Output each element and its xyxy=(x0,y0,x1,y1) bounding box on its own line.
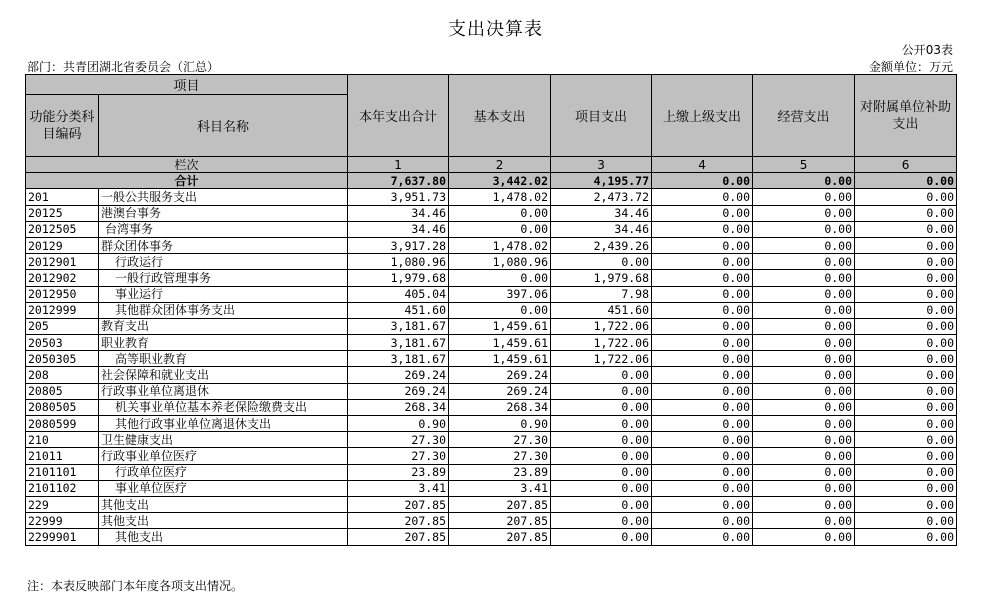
amount-cell: 0.00 xyxy=(652,221,753,237)
subject-name: 高等职业教育 xyxy=(99,351,348,367)
table-row xyxy=(26,221,957,237)
amount-cell: 1,459.61 xyxy=(449,335,551,351)
amount-cell: 1,722.06 xyxy=(551,335,652,351)
subject-name: 行政事业单位离退休 xyxy=(99,383,348,399)
amount-cell: 34.46 xyxy=(551,221,652,237)
amount-cell: 0.00 xyxy=(652,318,753,334)
amount-cell: 1,080.96 xyxy=(449,254,551,270)
amount-cell: 0.00 xyxy=(551,513,652,529)
amount-cell: 0.00 xyxy=(855,367,957,383)
header-remit-superior: 上缴上级支出 xyxy=(652,75,753,157)
subject-code: 20503 xyxy=(26,335,99,351)
amount-cell: 0.00 xyxy=(652,480,753,496)
amount-cell: 27.30 xyxy=(348,432,449,448)
lanci-number: 5 xyxy=(753,157,855,173)
amount-cell: 269.24 xyxy=(348,367,449,383)
amount-cell: 1,979.68 xyxy=(551,270,652,286)
amount-cell: 0.00 xyxy=(652,513,753,529)
total-row xyxy=(26,173,957,189)
amount-cell: 3,181.67 xyxy=(348,318,449,334)
amount-cell: 34.46 xyxy=(348,221,449,237)
amount-cell: 0.00 xyxy=(551,399,652,415)
footnote: 注：本表反映部门本年度各项支出情况。 xyxy=(27,579,244,593)
table-row xyxy=(26,318,957,334)
report-title: 支出决算表 xyxy=(448,19,543,40)
amount-cell: 7.98 xyxy=(551,286,652,302)
subject-code: 2012950 xyxy=(26,286,99,302)
subject-code: 201 xyxy=(26,189,99,205)
amount-cell: 23.89 xyxy=(348,464,449,480)
amount-cell: 0.00 xyxy=(855,448,957,464)
amount-cell: 0.00 xyxy=(753,318,855,334)
subject-code: 208 xyxy=(26,367,99,383)
amount-cell: 0.00 xyxy=(551,448,652,464)
table-row xyxy=(26,464,957,480)
amount-cell: 0.00 xyxy=(652,205,753,221)
subject-name: 机关事业单位基本养老保险缴费支出 xyxy=(99,399,348,415)
header-total-expense: 本年支出合计 xyxy=(348,75,449,157)
subject-name: 其他支出 xyxy=(99,513,348,529)
total-value: 0.00 xyxy=(753,173,855,189)
table-row xyxy=(26,416,957,432)
amount-cell: 268.34 xyxy=(449,399,551,415)
subject-code: 2012505 xyxy=(26,221,99,237)
amount-cell: 0.00 xyxy=(652,432,753,448)
amount-cell: 3,181.67 xyxy=(348,335,449,351)
amount-cell: 0.00 xyxy=(449,205,551,221)
amount-cell: 0.00 xyxy=(551,480,652,496)
subject-code: 210 xyxy=(26,432,99,448)
amount-cell: 2,473.72 xyxy=(551,189,652,205)
amount-cell: 0.00 xyxy=(652,383,753,399)
amount-cell: 3,181.67 xyxy=(348,351,449,367)
header-subsidy-affiliates: 对附属单位补助支出 xyxy=(855,75,957,157)
amount-cell: 0.00 xyxy=(652,302,753,318)
subject-name: 行政单位医疗 xyxy=(99,464,348,480)
subject-code: 21011 xyxy=(26,448,99,464)
amount-cell: 0.00 xyxy=(855,205,957,221)
amount-cell: 0.00 xyxy=(652,254,753,270)
amount-cell: 0.00 xyxy=(753,448,855,464)
subject-code: 205 xyxy=(26,318,99,334)
amount-cell: 0.00 xyxy=(753,302,855,318)
table-row xyxy=(26,432,957,448)
total-value: 4,195.77 xyxy=(551,173,652,189)
amount-cell: 0.00 xyxy=(855,189,957,205)
amount-cell: 1,979.68 xyxy=(348,270,449,286)
department-label: 部门：共青团湖北省委员会（汇总） xyxy=(27,60,220,74)
amount-cell: 0.00 xyxy=(753,335,855,351)
amount-cell: 0.00 xyxy=(449,221,551,237)
subject-name: 其他支出 xyxy=(99,496,348,512)
amount-cell: 397.06 xyxy=(449,286,551,302)
amount-cell: 1,722.06 xyxy=(551,318,652,334)
amount-cell: 207.85 xyxy=(449,529,551,545)
subject-code: 2080599 xyxy=(26,416,99,432)
amount-cell: 0.00 xyxy=(855,302,957,318)
amount-cell: 0.00 xyxy=(551,416,652,432)
amount-cell: 269.24 xyxy=(449,383,551,399)
subject-name: 其他行政事业单位离退休支出 xyxy=(99,416,348,432)
amount-cell: 0.00 xyxy=(753,237,855,253)
amount-cell: 0.00 xyxy=(753,367,855,383)
lanci-number: 3 xyxy=(551,157,652,173)
amount-cell: 1,478.02 xyxy=(449,237,551,253)
amount-cell: 0.00 xyxy=(449,270,551,286)
header-func-code: 功能分类科目编码 xyxy=(26,95,99,157)
subject-code: 2012901 xyxy=(26,254,99,270)
amount-cell: 1,080.96 xyxy=(348,254,449,270)
amount-cell: 0.00 xyxy=(753,189,855,205)
subject-name: 一般行政管理事务 xyxy=(99,270,348,286)
total-value: 3,442.02 xyxy=(449,173,551,189)
amount-cell: 0.00 xyxy=(855,254,957,270)
table-row xyxy=(26,205,957,221)
subject-code: 2299901 xyxy=(26,529,99,545)
amount-cell: 0.00 xyxy=(855,496,957,512)
total-value: 0.00 xyxy=(652,173,753,189)
amount-cell: 1,722.06 xyxy=(551,351,652,367)
column-index-row xyxy=(26,157,957,173)
amount-cell: 3,951.73 xyxy=(348,189,449,205)
subject-code: 20125 xyxy=(26,205,99,221)
subject-name: 教育支出 xyxy=(99,318,348,334)
subject-code: 2101102 xyxy=(26,480,99,496)
amount-cell: 405.04 xyxy=(348,286,449,302)
lanci-number: 1 xyxy=(348,157,449,173)
amount-cell: 0.00 xyxy=(855,529,957,545)
subject-name: 行政运行 xyxy=(99,254,348,270)
amount-cell: 0.00 xyxy=(652,286,753,302)
amount-cell: 0.00 xyxy=(753,270,855,286)
subject-name: 一般公共服务支出 xyxy=(99,189,348,205)
total-value: 7,637.80 xyxy=(348,173,449,189)
amount-cell: 1,459.61 xyxy=(449,318,551,334)
amount-cell: 3.41 xyxy=(348,480,449,496)
amount-cell: 2,439.26 xyxy=(551,237,652,253)
subject-name: 港澳台事务 xyxy=(99,205,348,221)
amount-cell: 0.00 xyxy=(652,496,753,512)
table-row xyxy=(26,383,957,399)
amount-cell: 0.00 xyxy=(753,464,855,480)
amount-cell: 207.85 xyxy=(449,496,551,512)
subject-code: 2080505 xyxy=(26,399,99,415)
amount-cell: 268.34 xyxy=(348,399,449,415)
table-row xyxy=(26,270,957,286)
table-row xyxy=(26,237,957,253)
amount-cell: 0.00 xyxy=(855,416,957,432)
amount-cell: 207.85 xyxy=(449,513,551,529)
subject-code: 2012999 xyxy=(26,302,99,318)
subject-name: 事业运行 xyxy=(99,286,348,302)
amount-cell: 0.00 xyxy=(753,254,855,270)
amount-cell: 0.00 xyxy=(753,496,855,512)
amount-cell: 0.00 xyxy=(753,383,855,399)
amount-cell: 0.00 xyxy=(855,399,957,415)
form-number: 公开03表 xyxy=(901,43,953,57)
amount-cell: 3,917.28 xyxy=(348,237,449,253)
amount-cell: 0.00 xyxy=(753,351,855,367)
amount-cell: 0.00 xyxy=(551,254,652,270)
amount-cell: 0.00 xyxy=(652,416,753,432)
header-business-expense: 经营支出 xyxy=(753,75,855,157)
total-label: 合计 xyxy=(26,173,348,189)
amount-cell: 0.00 xyxy=(855,221,957,237)
subject-code: 22999 xyxy=(26,513,99,529)
amount-cell: 0.00 xyxy=(855,270,957,286)
amount-cell: 0.00 xyxy=(652,464,753,480)
amount-cell: 0.00 xyxy=(551,529,652,545)
total-value: 0.00 xyxy=(855,173,957,189)
subject-name: 卫生健康支出 xyxy=(99,432,348,448)
subject-name: 职业教育 xyxy=(99,335,348,351)
amount-cell: 269.24 xyxy=(348,383,449,399)
subject-name: 其他群众团体事务支出 xyxy=(99,302,348,318)
amount-cell: 0.00 xyxy=(855,318,957,334)
amount-cell: 0.00 xyxy=(551,367,652,383)
amount-cell: 0.00 xyxy=(753,221,855,237)
amount-cell: 0.00 xyxy=(855,480,957,496)
amount-cell: 0.00 xyxy=(652,270,753,286)
amount-cell: 0.00 xyxy=(753,432,855,448)
lanci-number: 4 xyxy=(652,157,753,173)
header-project-expense: 项目支出 xyxy=(551,75,652,157)
header-item: 项目 xyxy=(26,75,348,95)
amount-cell: 0.00 xyxy=(855,383,957,399)
amount-cell: 0.00 xyxy=(652,189,753,205)
amount-cell: 207.85 xyxy=(348,496,449,512)
table-row xyxy=(26,480,957,496)
amount-unit: 金额单位：万元 xyxy=(868,60,953,74)
amount-cell: 451.60 xyxy=(348,302,449,318)
amount-cell: 0.00 xyxy=(855,335,957,351)
amount-cell: 451.60 xyxy=(551,302,652,318)
subject-name: 其他支出 xyxy=(99,529,348,545)
amount-cell: 0.90 xyxy=(449,416,551,432)
lanci-number: 6 xyxy=(855,157,957,173)
amount-cell: 0.00 xyxy=(855,351,957,367)
amount-cell: 269.24 xyxy=(449,367,551,383)
header-basic-expense: 基本支出 xyxy=(449,75,551,157)
table-row xyxy=(26,367,957,383)
amount-cell: 0.00 xyxy=(855,237,957,253)
amount-cell: 0.00 xyxy=(753,205,855,221)
table-row xyxy=(26,351,957,367)
amount-cell: 0.00 xyxy=(855,513,957,529)
amount-cell: 0.00 xyxy=(855,286,957,302)
subject-name: 台湾事务 xyxy=(99,221,348,237)
table-row xyxy=(26,302,957,318)
amount-cell: 0.00 xyxy=(652,237,753,253)
amount-cell: 34.46 xyxy=(348,205,449,221)
table-row xyxy=(26,448,957,464)
amount-cell: 0.00 xyxy=(551,432,652,448)
table-row xyxy=(26,189,957,205)
subject-code: 20805 xyxy=(26,383,99,399)
subject-code: 2050305 xyxy=(26,351,99,367)
subject-code: 20129 xyxy=(26,237,99,253)
amount-cell: 0.00 xyxy=(551,496,652,512)
amount-cell: 27.30 xyxy=(348,448,449,464)
subject-name: 社会保障和就业支出 xyxy=(99,367,348,383)
table-row xyxy=(26,254,957,270)
amount-cell: 0.00 xyxy=(855,464,957,480)
amount-cell: 0.00 xyxy=(652,335,753,351)
table-row xyxy=(26,335,957,351)
amount-cell: 3.41 xyxy=(449,480,551,496)
amount-cell: 207.85 xyxy=(348,529,449,545)
amount-cell: 0.00 xyxy=(753,529,855,545)
amount-cell: 27.30 xyxy=(449,432,551,448)
subject-name: 事业单位医疗 xyxy=(99,480,348,496)
amount-cell: 0.00 xyxy=(652,399,753,415)
amount-cell: 1,459.61 xyxy=(449,351,551,367)
table-row xyxy=(26,529,957,545)
table-row xyxy=(26,399,957,415)
amount-cell: 1,478.02 xyxy=(449,189,551,205)
expenditure-table xyxy=(25,74,957,546)
amount-cell: 0.00 xyxy=(551,383,652,399)
amount-cell: 207.85 xyxy=(348,513,449,529)
subject-code: 2012902 xyxy=(26,270,99,286)
amount-cell: 27.30 xyxy=(449,448,551,464)
amount-cell: 0.00 xyxy=(449,302,551,318)
subject-name: 行政事业单位医疗 xyxy=(99,448,348,464)
lanci-label: 栏次 xyxy=(26,157,348,173)
table-row xyxy=(26,513,957,529)
amount-cell: 0.00 xyxy=(652,367,753,383)
header-subject-name: 科目名称 xyxy=(99,95,348,157)
amount-cell: 34.46 xyxy=(551,205,652,221)
amount-cell: 0.00 xyxy=(652,448,753,464)
table-row xyxy=(26,286,957,302)
amount-cell: 0.00 xyxy=(855,432,957,448)
amount-cell: 0.00 xyxy=(753,480,855,496)
amount-cell: 0.00 xyxy=(753,416,855,432)
amount-cell: 0.00 xyxy=(753,399,855,415)
subject-name: 群众团体事务 xyxy=(99,237,348,253)
subject-code: 2101101 xyxy=(26,464,99,480)
table-row xyxy=(26,496,957,512)
amount-cell: 0.00 xyxy=(551,464,652,480)
amount-cell: 0.00 xyxy=(753,286,855,302)
amount-cell: 0.00 xyxy=(753,513,855,529)
amount-cell: 0.90 xyxy=(348,416,449,432)
amount-cell: 23.89 xyxy=(449,464,551,480)
amount-cell: 0.00 xyxy=(652,529,753,545)
subject-code: 229 xyxy=(26,496,99,512)
lanci-number: 2 xyxy=(449,157,551,173)
amount-cell: 0.00 xyxy=(652,351,753,367)
